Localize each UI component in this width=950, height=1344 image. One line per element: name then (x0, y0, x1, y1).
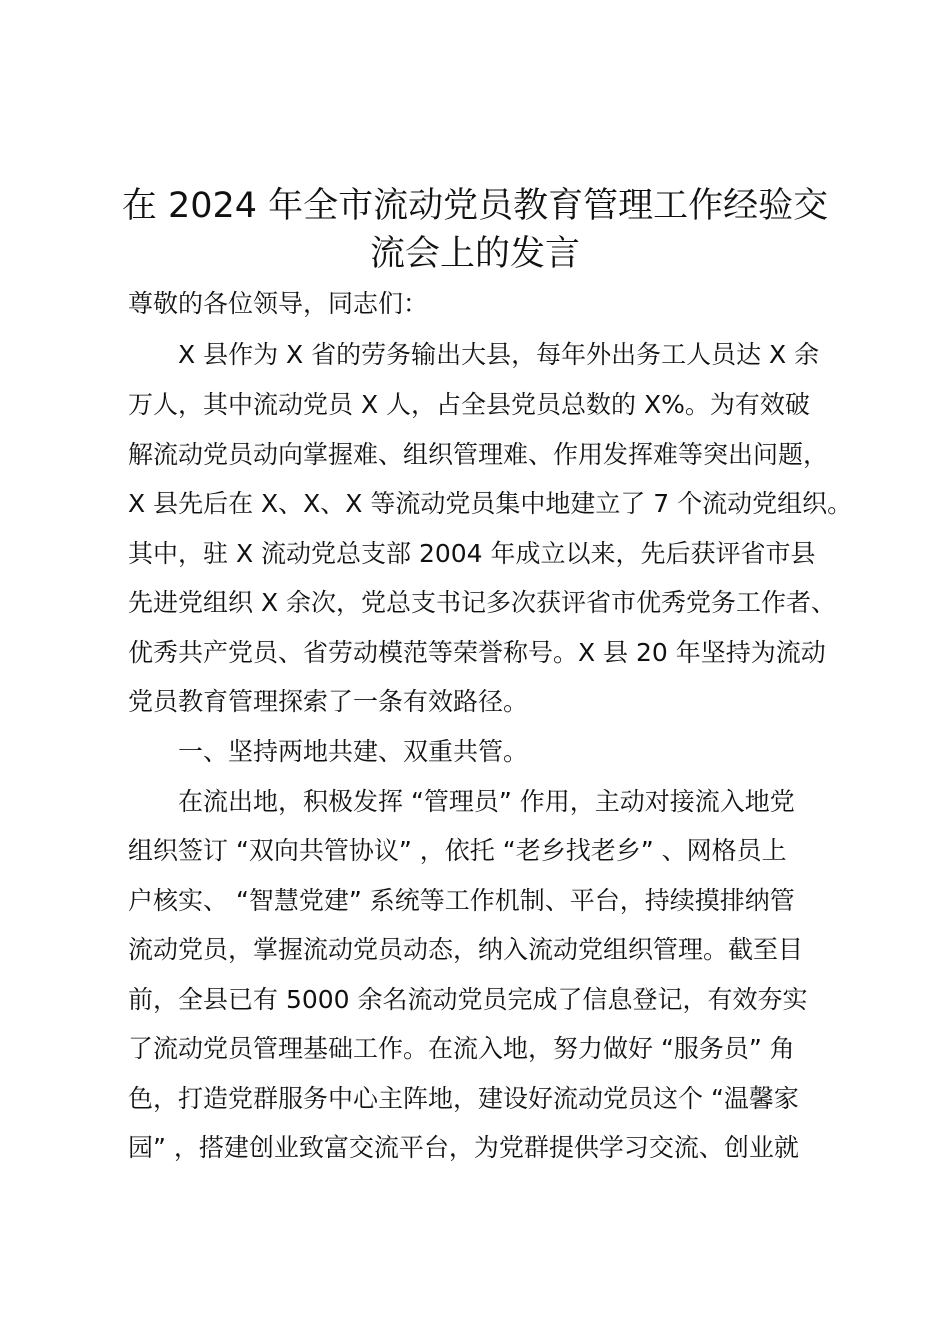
paragraph-1-line: 优秀共产党员、省劳动模范等荣誉称号。X 县 20 年坚持为流动 (128, 638, 826, 667)
paragraph-2-line: 组织签订 “双向共管协议” ，依托 “老乡找老乡” 、网格员上 (128, 836, 787, 865)
paragraph-1-line: 先进党组织 X 余次，党总支书记多次获评省市优秀党务工作者、 (128, 588, 837, 617)
paragraph-2-line: 流动党员，掌握流动党员动态，纳入流动党组织管理。截至目 (128, 935, 804, 964)
document-title-line-2: 流会上的发言 (369, 234, 580, 274)
paragraph-2-line: 园” ，搭建创业致富交流平台，为党群提供学习交流、创业就 (128, 1133, 799, 1162)
paragraph-2-line: 在流出地，积极发挥 “管理员” 作用，主动对接流入地党 (178, 787, 795, 816)
paragraph-1-line: 其中，驻 X 流动党总支部 2004 年成立以来，先后获评省市县 (128, 539, 816, 568)
paragraph-1-line: X 县先后在 X、X、X 等流动党员集中地建立了 7 个流动党组织。 (128, 489, 853, 518)
paragraph-2-line: 了流动党员管理基础工作。在流入地，努力做好 “服务员” 角 (128, 1034, 795, 1063)
paragraph-1-line: 解流动党员动向掌握难、组织管理难、作用发挥难等突出问题， (128, 440, 829, 469)
paragraph-2-line: 户核实、 “智慧党建” 系统等工作机制、平台，持续摸排纳管 (128, 886, 795, 915)
paragraph-2-line: 色，打造党群服务中心主阵地，建设好流动党员这个 “温馨家 (128, 1084, 799, 1113)
paragraph-1-line: 万人，其中流动党员 X 人，占全县党员总数的 X%。为有效破 (128, 390, 810, 419)
salutation: 尊敬的各位领导，同志们： (128, 289, 429, 318)
paragraph-2-line: 前，全县已有 5000 余名流动党员完成了信息登记，有效夯实 (128, 985, 808, 1014)
section-1-heading: 一、坚持两地共建、双重共管。 (178, 737, 529, 766)
paragraph-1-line: 党员教育管理探索了一条有效路径。 (128, 687, 529, 716)
paragraph-1-line: X 县作为 X 省的劳务输出大县，每年外出务工人员达 X 余 (178, 340, 820, 369)
document-title-line-1: 在 2024 年全市流动党员教育管理工作经验交 (121, 186, 829, 226)
